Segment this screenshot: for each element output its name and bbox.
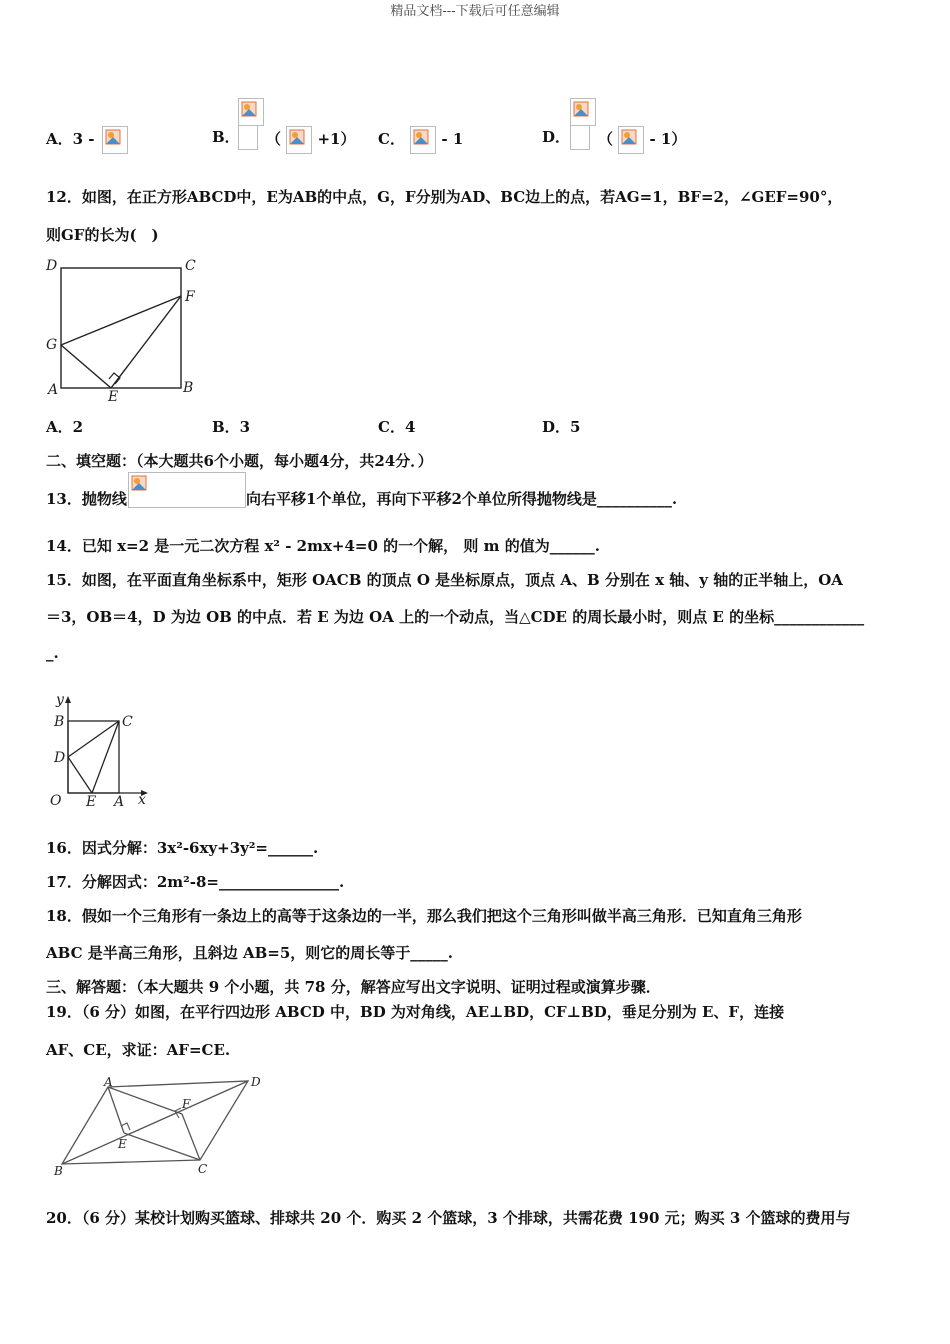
label-b: B <box>54 714 65 730</box>
segment-de <box>68 757 92 793</box>
image-frame <box>238 124 258 150</box>
q11-option-b-expr <box>266 126 356 154</box>
label-e: E <box>86 794 97 810</box>
segment-ec <box>92 721 119 793</box>
broken-image-icon <box>129 473 153 499</box>
q11-option-d-expr <box>598 126 686 154</box>
q11-option-b-sqrt-box <box>238 98 264 150</box>
q11-option-b-tail: +1） <box>317 130 356 148</box>
broken-image-icon <box>570 98 596 126</box>
label-c: C <box>122 714 133 730</box>
label-a: A <box>104 1075 113 1089</box>
label-b: B <box>183 380 194 396</box>
label-d: D <box>54 750 66 766</box>
label-x: x <box>138 792 146 808</box>
open-paren: （ <box>598 130 614 148</box>
label-d: D <box>251 1075 261 1089</box>
q16-stem: 16．因式分解：3x²-6xy+3y²=______. <box>46 839 319 857</box>
q19-stem-line1: 19．（6 分）如图，在平行四边形 ABCD 中，BD 为对角线，AE⊥BD，CF⊥BD，垂足分别为 E、F，连接 <box>46 1003 785 1021</box>
q12-stem-line1: 12．如图，在正方形ABCD中，E为AB的中点，G，F分别为AD、BC边上的点，若AG=1，BF=2，∠GEF=90°， <box>46 188 843 206</box>
label-f: F <box>185 289 195 305</box>
label-a: A <box>114 794 125 810</box>
q18-stem-line2: ABC 是半高三角形，且斜边 AB=5，则它的周长等于_____. <box>46 944 454 962</box>
label-g: G <box>46 337 58 353</box>
q11-option-c-tail: - 1 <box>441 130 464 148</box>
label-f: F <box>182 1097 191 1111</box>
q12-option-c: C．4 <box>378 418 416 436</box>
q12-option-b: B．3 <box>212 418 251 436</box>
broken-image-icon <box>286 126 312 154</box>
q12-option-a: A．2 <box>46 418 84 436</box>
label-b: B <box>54 1164 63 1178</box>
open-paren: （ <box>266 130 282 148</box>
q11-option-b <box>212 126 240 147</box>
q17-stem: 17．分解因式：2m²-8=________________. <box>46 873 345 891</box>
q11-option-d-label: D． <box>542 128 571 146</box>
q12-square-figure <box>40 254 210 404</box>
label-a: A <box>48 382 59 398</box>
label-d: D <box>46 258 58 274</box>
y-axis-arrow <box>65 696 71 703</box>
segment-dc <box>68 721 119 757</box>
label-c: C <box>198 1162 208 1176</box>
label-y: y <box>56 692 64 708</box>
q20-stem: 20．（6 分）某校计划购买篮球、排球共 20 个．购买 2 个篮球，3 个排球，共需花费 190 元；购买 3 个篮球的费用与 <box>46 1209 851 1227</box>
q15-stem-line3: _. <box>46 644 59 662</box>
broken-image-icon <box>102 126 128 154</box>
section-3-heading: 三、解答题：（本大题共 9 个小题，共 78 分，解答应写出文字说明、证明过程或演算步骤． <box>46 978 661 996</box>
q15-stem-line1: 15．如图，在平面直角坐标系中，矩形 OACB 的顶点 O 是坐标原点，顶点 A、B 分别在 x 轴、y 轴的正半轴上，OA <box>46 571 843 589</box>
q18-stem-line1: 18．假如一个三角形有一条边上的高等于这条边的一半，那么我们把这个三角形叫做半高三角形．已知直角三角形 <box>46 907 802 925</box>
q11-option-c-label: C． <box>378 130 405 148</box>
q11-option-d <box>542 126 570 147</box>
q11-option-a <box>46 126 128 154</box>
q11-option-a-label: A．3 - <box>46 130 95 148</box>
segment-ge <box>61 345 111 388</box>
q11-option-d-sqrt-box <box>570 98 596 150</box>
label-e: E <box>118 1137 127 1151</box>
q13-prefix: 13．抛物线 <box>46 490 127 508</box>
square-abcd <box>61 268 181 388</box>
broken-image-icon <box>238 98 264 126</box>
q19-stem-line2: AF、CE，求证：AF=CE. <box>46 1041 231 1059</box>
label-o: O <box>50 793 62 809</box>
image-frame <box>570 124 590 150</box>
segment-af <box>108 1087 182 1114</box>
segment-cf <box>182 1114 200 1160</box>
q15-coordinate-figure <box>44 690 164 812</box>
page-header: 精品文档---下载后可任意编辑 <box>390 4 560 19</box>
q12-option-d: D．5 <box>542 418 581 436</box>
q14-stem: 14．已知 x=2 是一元二次方程 x² - 2mx+4=0 的一个解， 则 m 的值为______. <box>46 537 600 555</box>
q13-formula-image <box>128 472 246 508</box>
broken-image-icon <box>410 126 436 154</box>
q15-stem-line2: ＝3，OB＝4，D 为边 OB 的中点．若 E 为边 OA 上的一个动点，当△CDE 的周长最小时，则点 E 的坐标____________ <box>46 608 865 626</box>
q13-suffix: 向右平移1个单位，再向下平移2个单位所得抛物线是__________. <box>246 490 678 508</box>
q11-option-c <box>378 126 463 154</box>
q19-parallelogram-figure <box>50 1074 280 1180</box>
broken-image-icon <box>618 126 644 154</box>
diagonal-bd <box>62 1081 248 1164</box>
label-c: C <box>185 258 196 274</box>
label-e: E <box>108 389 119 404</box>
q11-option-d-tail: - 1） <box>649 130 687 148</box>
rectangle-oacb <box>68 721 119 793</box>
section-2-heading: 二、填空题：（本大题共6个小题，每小题4分，共24分．） <box>46 452 433 470</box>
segment-ce <box>124 1133 200 1160</box>
q11-option-b-label: B． <box>212 128 240 146</box>
q12-stem-line2: 则GF的长为( ) <box>46 226 159 244</box>
